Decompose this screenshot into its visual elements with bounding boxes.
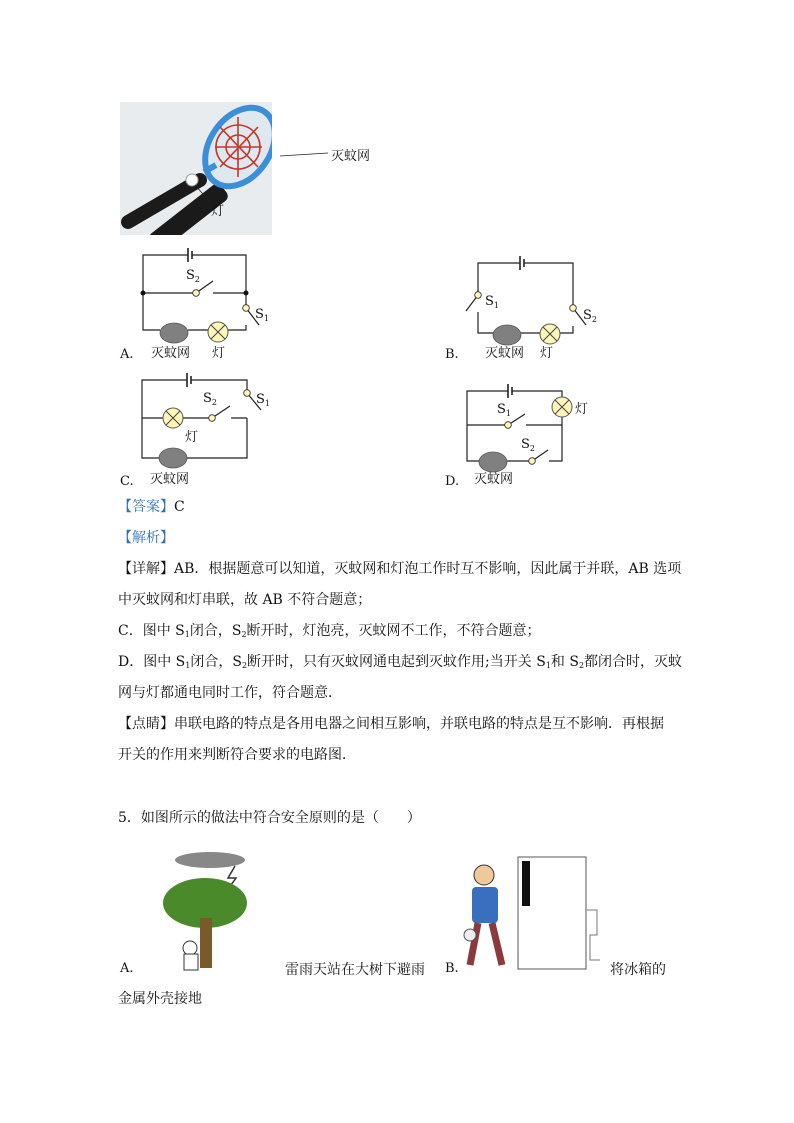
svg-text:灯: 灯: [540, 346, 554, 361]
lamp-label: 灯: [212, 346, 226, 361]
q5-option-a-text: 雷雨天站在大树下避雨: [285, 962, 425, 978]
answer-value: C: [174, 499, 185, 515]
circuit-d: [445, 384, 588, 489]
detail-line-d: D．图中 $S_1$闭合，$S_2$断开时，只有灭蚊网通电起到灭蚊作用;当开关 $S_1$和 $S_2$都闭合时，灭蚊: [118, 654, 683, 670]
answer-line: 【答案】C: [118, 499, 185, 515]
svg-text:S2: $S_2$: [203, 391, 217, 407]
switch-s1-label: $S_1$: [255, 307, 269, 323]
circuit-b: [445, 256, 597, 362]
svg-text:S2: $S_2$: [521, 437, 535, 453]
svg-text:灭蚊网: 灭蚊网: [150, 472, 190, 487]
lamp-callout-label: 灯: [211, 204, 225, 219]
circuit-c: [120, 373, 270, 489]
option-a-letter: A.: [120, 347, 134, 362]
q5-option-b-letter: B.: [445, 961, 459, 976]
lightning-tree-picture: [160, 848, 285, 976]
q5-option-a-letter: A.: [120, 961, 134, 976]
analysis-heading: 【解析】: [118, 530, 174, 546]
tip-line-1: 【点睛】串联电路的特点是各用电器之间相互影响，并联电路的特点是互不影响．再根据: [118, 716, 664, 732]
svg-text:S1: $S_1$: [497, 402, 511, 418]
detail-line-c: C．图中 $S_1$闭合，$S_2$断开时，灯泡亮，灭蚊网不工作，不符合题意；: [118, 623, 541, 639]
question-5-stem: 5．如图所示的做法中符合安全原则的是（ ）: [118, 810, 421, 826]
option-b-letter: B.: [445, 347, 459, 362]
detail-line-1: 【详解】AB．根据题意可以知道，灭蚊网和灯泡工作时互不影响，因此属于并联，AB 选项: [118, 561, 682, 577]
svg-text:S2: $S_2$: [583, 308, 597, 324]
switch-s2-label: $S_2$: [186, 268, 200, 284]
svg-text:灯: 灯: [575, 402, 589, 417]
tip-line-2: 开关的作用来判断符合要求的电路图．: [118, 747, 356, 763]
q5-option-b-text-cont: 金属外壳接地: [118, 991, 202, 1007]
option-c-letter: C.: [120, 474, 134, 489]
svg-text:灭蚊网: 灭蚊网: [474, 472, 514, 487]
svg-text:S1: $S_1$: [485, 294, 499, 310]
detail-line-d2: 网与灯都通电同时工作，符合题意．: [118, 685, 342, 701]
circuit-diagrams: [0, 0, 794, 500]
net-callout-label: 灭蚊网: [331, 149, 371, 164]
detail-line-2: 中灭蚊网和灯串联，故 AB 不符合题意；: [118, 592, 372, 608]
q5-option-b-text: 将冰箱的: [610, 962, 666, 978]
circuit-a: [119, 248, 269, 362]
svg-text:灯: 灯: [185, 430, 199, 445]
option-d-letter: D.: [445, 474, 460, 489]
grounded-fridge-picture: [462, 855, 612, 975]
svg-text:灭蚊网: 灭蚊网: [485, 346, 525, 361]
net-label: 灭蚊网: [151, 346, 191, 361]
svg-text:S1: $S_1$: [256, 392, 270, 408]
